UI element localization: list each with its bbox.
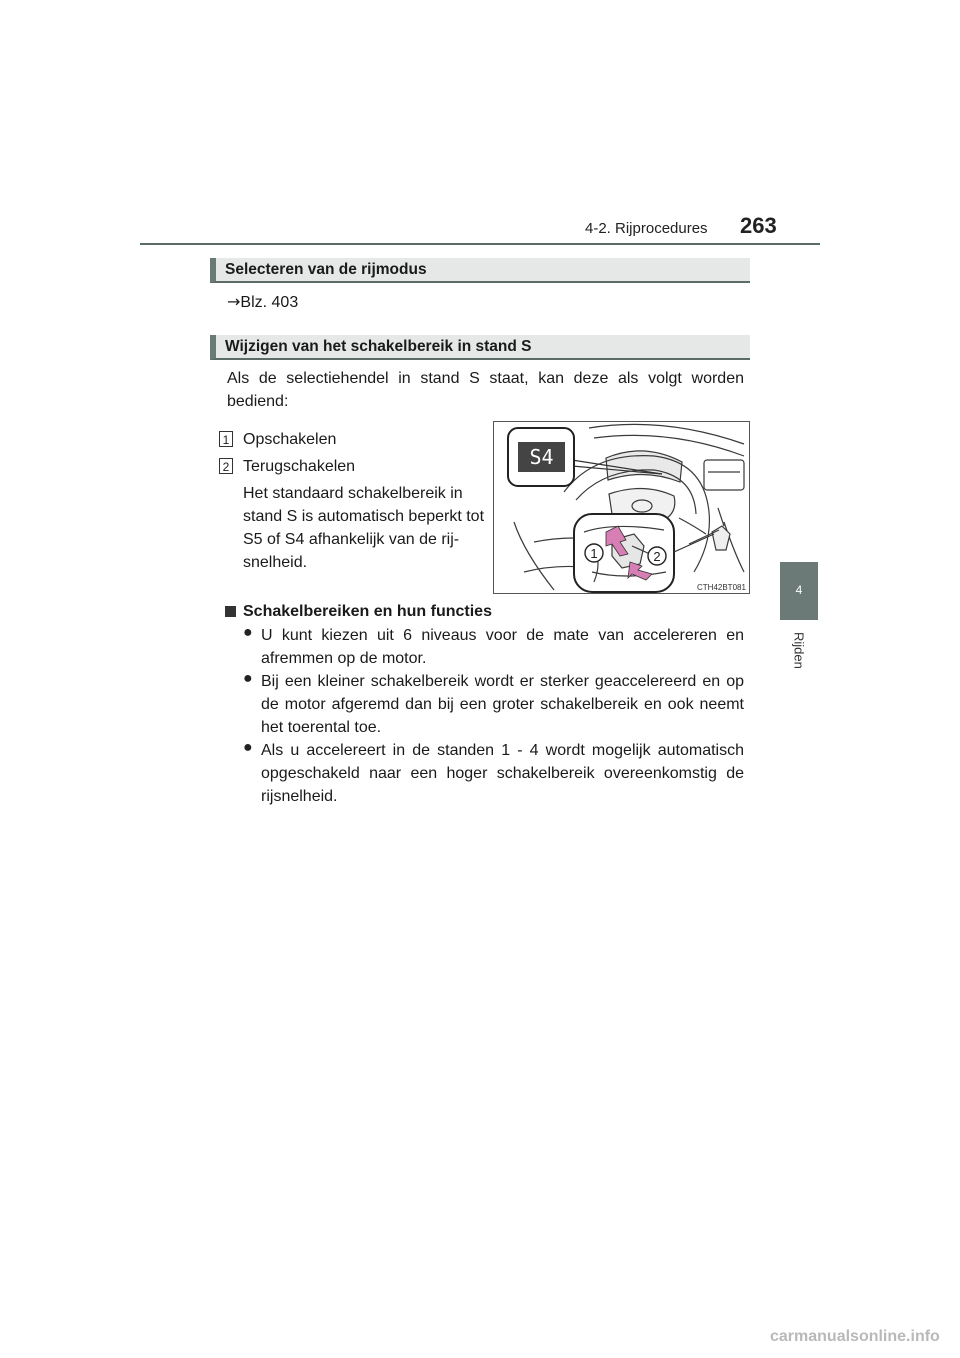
header-rule (140, 243, 820, 245)
bullet-text: U kunt kiezen uit 6 niveaus voor de mate van accelereren en afremmen op de motor. (261, 627, 744, 667)
item-number-1: 1 (219, 431, 233, 447)
figure-code: CTH42BT081 (697, 583, 746, 592)
note-paragraph (243, 482, 484, 574)
arrow-right-icon: → (227, 292, 241, 311)
intro-paragraph: Als de selectiehendel in stand S staat, kan deze als volgt worden bediend: (227, 370, 744, 410)
note-line: S5 of S4 afhankelijk van de rij- (243, 531, 460, 548)
shift-paddle-figure (493, 421, 750, 594)
s4-display-text: S4 (529, 445, 554, 469)
watermark: carmanualsonline.info (770, 1328, 940, 1345)
item-number-2: 2 (219, 458, 233, 474)
bullet-text: Bij een kleiner schakelbereik wordt er sterker geaccelereerd en op de motor afgeremd dan bij een groter schakelbereik en ook neemt het toerental toe. (261, 673, 744, 736)
page-reference-text: Blz. 403 (240, 294, 299, 311)
subsection-title: Schakelbereiken en hun functies (243, 603, 492, 620)
note-line: Het standaard schakelbereik in (243, 485, 463, 502)
bullet-text: Als u accelereert in de standen 1 - 4 wordt mogelijk automatisch opgeschakeld naar een hoger schakelbereik overeenkomstig de rijsnelheid. (261, 742, 744, 805)
item-label-terugschakelen: Terugschakelen (243, 458, 356, 475)
item-label-opschakelen: Opschakelen (243, 431, 337, 448)
bullet-dot-icon: ● (243, 624, 253, 641)
note-line: stand S is automatisch beperkt tot (243, 508, 485, 525)
bullet-dot-icon: ● (243, 670, 253, 687)
section-label: 4-2. Rijprocedures (585, 220, 708, 237)
page-number: 263 (740, 213, 777, 238)
bullet-dot-icon: ● (243, 739, 253, 756)
page-reference (227, 290, 298, 314)
section-heading-schakelbereik: Wijzigen van het schakelbereik in stand S (210, 335, 750, 360)
chapter-tab: 4 (780, 562, 818, 620)
section-heading-rijmodus: Selecteren van de rijmodus (210, 258, 750, 283)
square-bullet-icon (225, 606, 236, 617)
note-line: snelheid. (243, 554, 308, 571)
callout-2-label: 2 (653, 549, 661, 564)
callout-1-label: 1 (590, 546, 598, 561)
chapter-label: Rijden (791, 632, 807, 669)
cockpit-illustration (494, 422, 749, 593)
